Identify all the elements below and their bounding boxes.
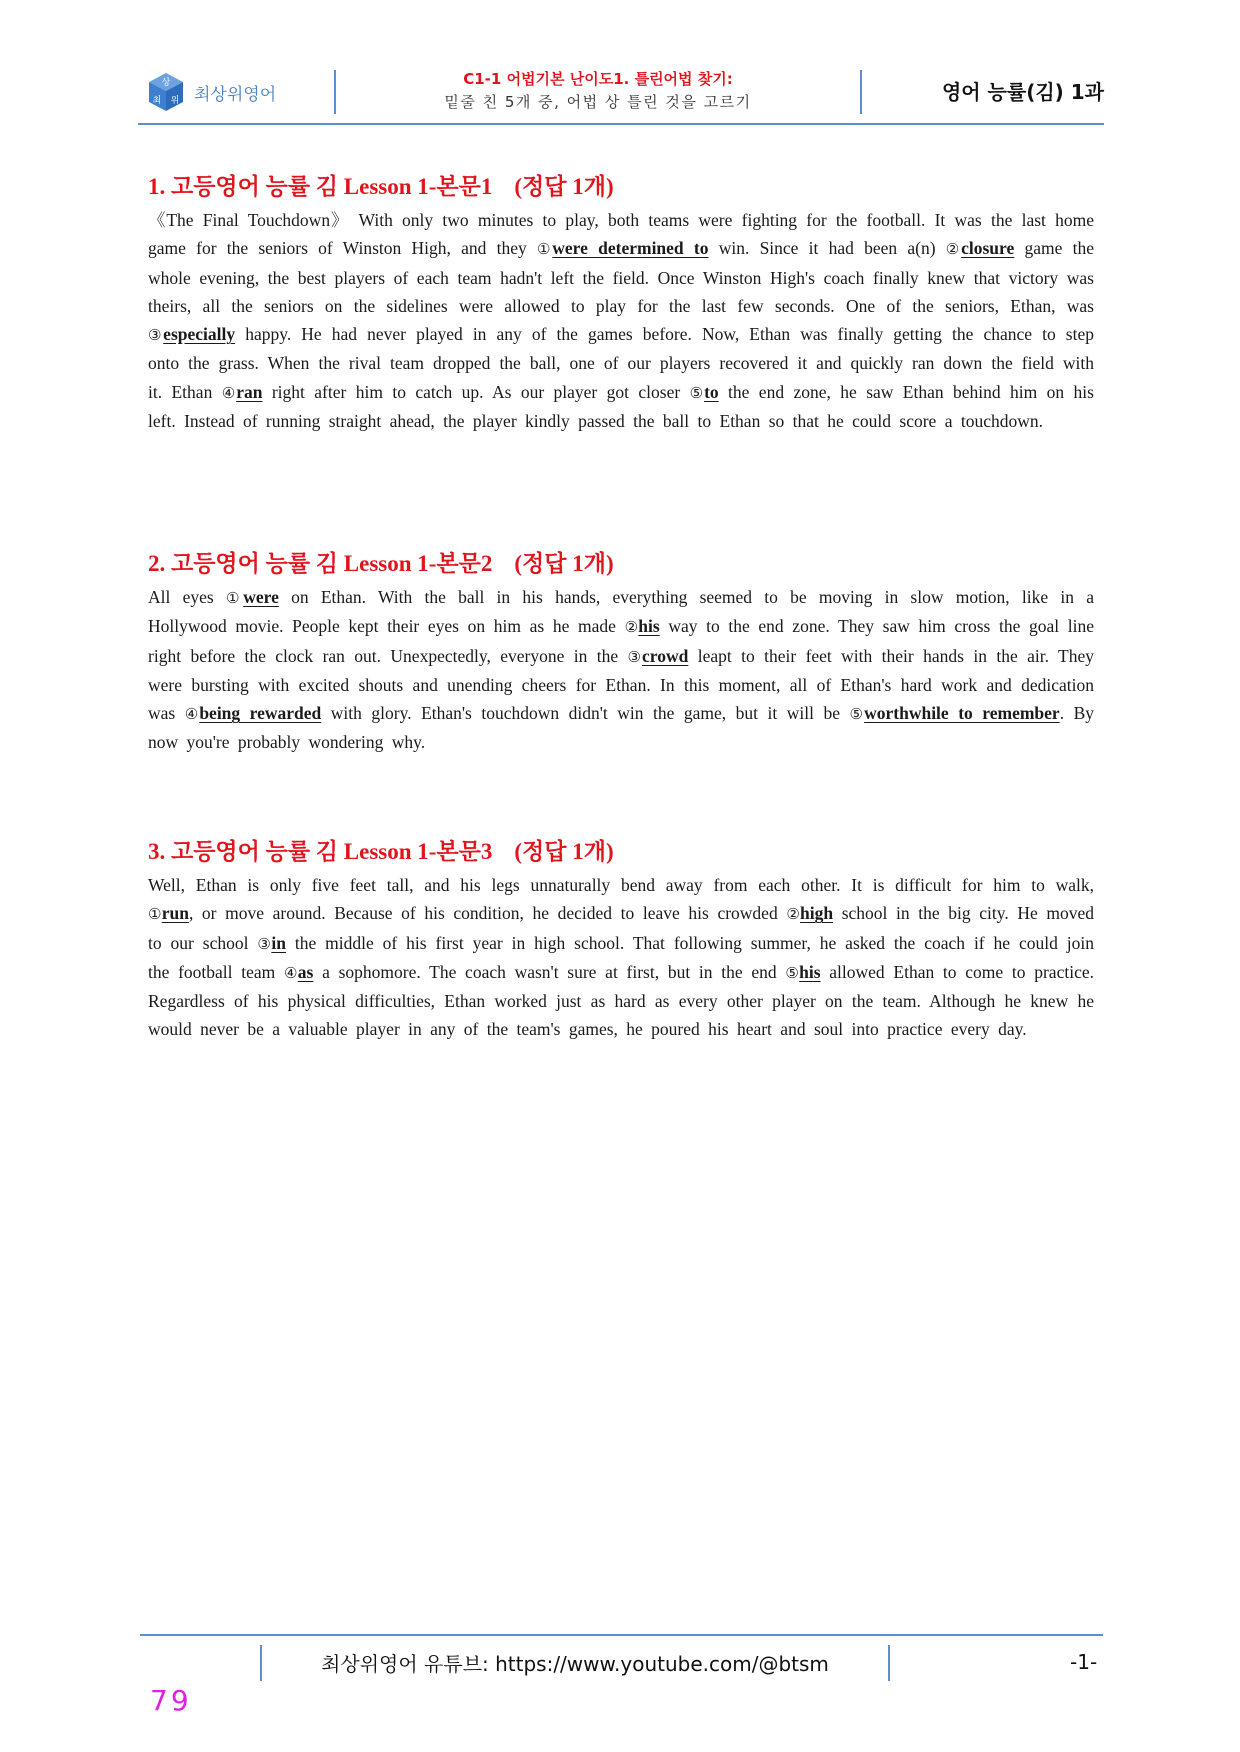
underlined-choice: being rewarded <box>199 703 322 724</box>
choice-number: ① <box>225 589 244 607</box>
header-center <box>338 68 858 114</box>
underlined-choice: worthwhile to remember <box>864 703 1060 724</box>
cube-logo-icon <box>148 72 184 112</box>
page-header <box>138 60 1104 124</box>
choice-number: ② <box>786 905 801 924</box>
passage-text: All eyes ①were on Ethan. With the ball in his hands, everything seemed to be moving in slow motion, like in a Hollywood movie. People kept their eyes on him as he made ②his way to the end zone. They saw him cross the goal line right before the clock ran out. Unexpectedly, everyone in the ③crowd leapt to their feet with their hands in the air. They were bursting with excited shouts and unending cheers for Ethan. In this moment, all of Ethan's hard work and dedication was ④being rewarded with glory. Ethan's touchdown didn't win the game, but it will be ⑤worthwhile to remember. By now you're probably wondering why. <box>148 587 1095 753</box>
page-number: -1- <box>1070 1650 1098 1674</box>
svg-text:위: 위 <box>170 96 180 106</box>
footer-divider <box>260 1645 262 1681</box>
underlined-choice: closure <box>961 238 1015 259</box>
underlined-choice: especially <box>163 324 236 345</box>
header-rule <box>138 123 1104 125</box>
svg-text:최: 최 <box>152 96 162 106</box>
footer-rule <box>140 1634 1103 1636</box>
choice-number: ⑤ <box>849 705 865 724</box>
svg-text:상: 상 <box>161 78 171 88</box>
underlined-choice: in <box>271 932 286 953</box>
underlined-choice: run <box>161 903 189 924</box>
choice-number: ④ <box>221 383 237 402</box>
choice-number: ④ <box>184 705 200 724</box>
section-title <box>148 549 1094 579</box>
section-title <box>148 172 1094 202</box>
textbook-label: 영어 능률(김) 1과 <box>941 80 1104 104</box>
section-title <box>148 837 1094 867</box>
choice-number: ③ <box>257 934 272 953</box>
question-section <box>148 549 1094 757</box>
underlined-choice: as <box>297 961 314 982</box>
underlined-choice: crowd <box>641 645 689 666</box>
underlined-choice: were determined to <box>552 238 709 259</box>
underlined-choice: his <box>638 616 660 637</box>
page-stamp: 79 <box>150 1684 192 1717</box>
choice-number: ① <box>536 240 553 259</box>
brand-name: 최상위영어 <box>194 84 277 105</box>
answer-count: (정답 1개) <box>514 174 614 199</box>
section-heading: 2. 고등영어 능률 김 Lesson 1-본문2 <box>148 551 493 576</box>
section-heading: 1. 고등영어 능률 김 Lesson 1-본문1 <box>148 174 493 199</box>
answer-count: (정답 1개) <box>514 551 614 576</box>
choice-number: ⑤ <box>689 383 705 402</box>
choice-number: ② <box>945 240 962 259</box>
answer-count: (정답 1개) <box>514 839 614 864</box>
footer-youtube-link[interactable]: 최상위영어 유튜브: https://www.youtube.com/@btsm <box>321 1652 829 1676</box>
choice-number: ② <box>624 618 639 637</box>
question-section <box>148 837 1094 1044</box>
question-section <box>148 172 1094 435</box>
choice-number: ③ <box>148 326 164 345</box>
section-heading: 3. 고등영어 능률 김 Lesson 1-본문3 <box>148 839 493 864</box>
choice-number: ③ <box>627 647 642 666</box>
worksheet-instructions: 밑줄 친 5개 중, 어법 상 틀린 것을 고르기 <box>444 93 752 111</box>
underlined-choice: his <box>799 961 821 982</box>
choice-number: ④ <box>284 963 298 982</box>
brand-logo <box>148 72 276 112</box>
header-divider <box>334 70 336 114</box>
underlined-choice: high <box>800 903 834 924</box>
passage-text: Well, Ethan is only five feet tall, and his legs unnaturally bend away from each other. It is difficult for him to walk, ①run, or move around. Because of his condition, he decided to leave his crowded ②high school in the big city. He moved to our school ③in the middle of his first year in high school. That following summer, he asked the coach if he could join the football team ④as a sophomore. The coach wasn't sure at first, but in the end ⑤his allowed Ethan to come to practice. Regardless of his physical difficulties, Ethan worked just as hard as every other player on the team. Although he knew he would never be a valuable player in any of the team's games, he poured his heart and soul into practice every day. <box>148 875 1095 1040</box>
passage-text: 《The Final Touchdown》 With only two minutes to play, both teams were fighting for the football. It was the last home game for the seniors of Winston High, and they ①were determined to win. Since it had been a(n) ②closure game the whole evening, the best players of each team hadn't left the field. Once Winston High's coach finally knew that victory was theirs, all the seniors on the sidelines were allowed to play for the last few seconds. One of the seniors, Ethan, was ③especially happy. He had never played in any of the games before. Now, Ethan was finally getting the chance to step onto the grass. When the rival team dropped the ball, one of our players recovered it and quickly ran down the field with it. Ethan ④ran right after him to catch up. As our player got closer ⑤to the end zone, he saw Ethan behind him on his left. Instead of running straight ahead, the player kindly passed the ball to Ethan so that he could score a touchdown. <box>148 210 1095 432</box>
choice-number: ⑤ <box>785 963 800 982</box>
footer-divider <box>888 1645 890 1681</box>
worksheet-title: C1-1 어법기본 난이도1. 틀린어법 찾기: <box>463 70 733 88</box>
underlined-choice: were <box>243 587 279 607</box>
header-divider <box>860 70 862 114</box>
choice-number: ① <box>148 905 162 924</box>
underlined-choice: to <box>704 381 719 402</box>
underlined-choice: ran <box>236 381 263 402</box>
